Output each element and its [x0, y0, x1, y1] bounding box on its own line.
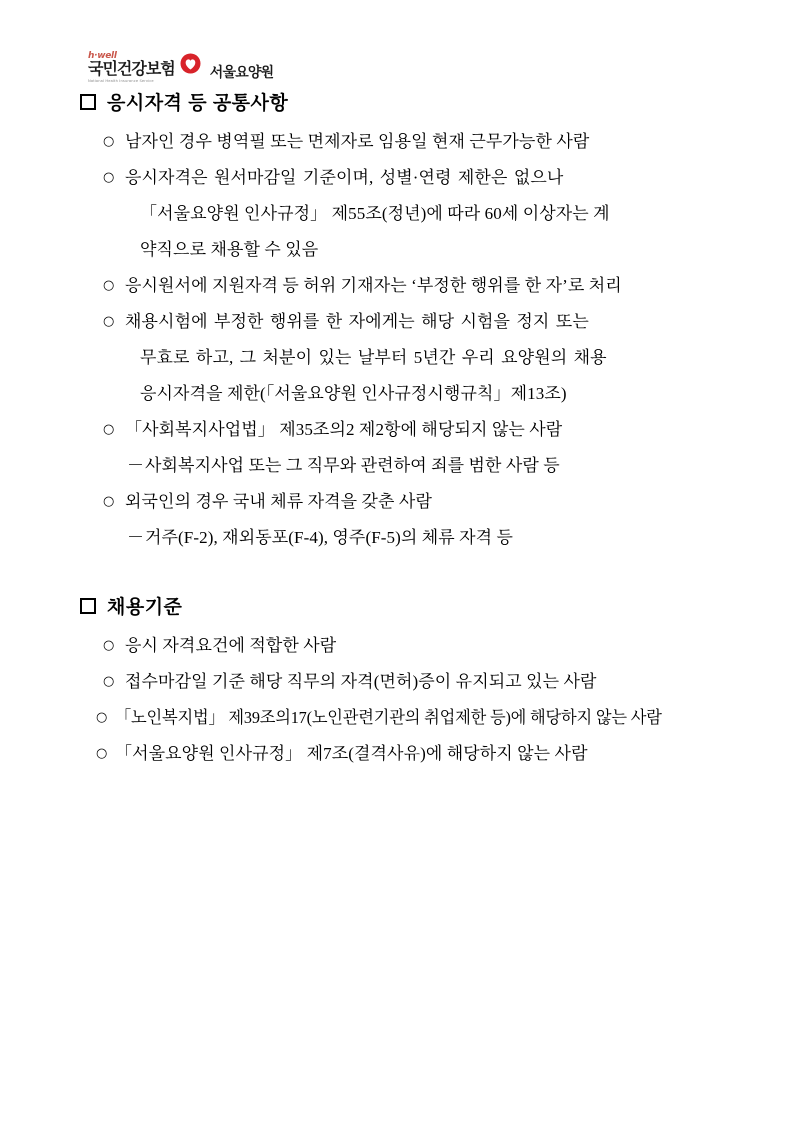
list-item-body — [125, 628, 793, 664]
section-heading — [80, 592, 793, 619]
list-item-body — [125, 412, 793, 448]
bullet-circle-icon: ○ — [96, 746, 108, 761]
section-hiring-criteria — [0, 592, 793, 772]
list-item-line: 외국인의 경우 국내 체류 자격을 갖춘 사람 — [125, 492, 432, 511]
bullet-circle-icon: ○ — [96, 710, 108, 725]
bullet-circle-icon: ○ — [103, 494, 115, 509]
bullet-circle-icon: ○ — [103, 422, 115, 437]
list-item-body — [115, 736, 793, 772]
list-item — [103, 664, 793, 700]
list-item-line: 접수마감일 기준 해당 직무의 자격(면허)증이 유지되고 있는 사람 — [125, 672, 597, 691]
bullet-dash-icon: － — [127, 528, 144, 547]
sub-list-item-body — [145, 448, 793, 484]
list-item-body — [125, 304, 793, 412]
list-item-line: 무효로 하고, 그 처분이 있는 날부터 5년간 우리 요양원의 채용 — [140, 348, 607, 367]
section-heading-text: 채용기준 — [107, 597, 183, 618]
section-item-list — [0, 628, 793, 772]
list-item — [103, 304, 793, 412]
heart-circle-icon — [180, 53, 201, 74]
sub-list-item — [115, 520, 793, 556]
section-heading-text: 응시자격 등 공통사항 — [107, 93, 289, 114]
list-item-body — [125, 484, 793, 520]
list-item-body — [125, 268, 793, 304]
list-item — [96, 700, 793, 736]
list-item-line: 사회복지사업 또는 그 직무와 관련하여 죄를 범한 사람 등 — [145, 456, 560, 475]
bullet-circle-icon: ○ — [103, 278, 115, 293]
list-item-body — [115, 700, 793, 736]
list-item-line: 응시 자격요건에 적합한 사람 — [125, 636, 337, 655]
bullet-circle-icon: ○ — [103, 674, 115, 689]
logo-hwell-text: h·well — [88, 50, 117, 61]
list-item-line: 채용시험에 부정한 행위를 한 자에게는 해당 시험을 정지 또는 — [125, 312, 589, 331]
list-item — [103, 628, 793, 664]
list-item-body — [125, 124, 793, 160]
list-item — [103, 484, 793, 520]
section-heading — [80, 88, 793, 115]
sub-list-item-body — [145, 520, 793, 556]
square-outline-bullet-icon — [80, 598, 96, 614]
square-outline-bullet-icon — [80, 94, 96, 110]
list-item-line: 「노인복지법」 제39조의17(노인관련기관의 취업제한 등)에 해당하지 않는 사람 — [115, 708, 662, 727]
list-item-line: 응시원서에 지원자격 등 허위 기재자는 ‘부정한 행위를 한 자’로 처리 — [125, 276, 622, 295]
list-item-line: 남자인 경우 병역필 또는 면제자로 임용일 현재 근무가능한 사람 — [125, 132, 590, 151]
bullet-circle-icon: ○ — [103, 134, 115, 149]
list-item — [103, 412, 793, 448]
bullet-circle-icon: ○ — [103, 170, 115, 185]
list-item-line: 「서울요양원 인사규정」 제7조(결격사유)에 해당하지 않는 사람 — [115, 744, 588, 763]
list-item-line: 「사회복지사업법」 제35조의2 제2항에 해당되지 않는 사람 — [125, 420, 563, 439]
organization-logo — [88, 44, 273, 84]
list-item-body — [125, 664, 793, 700]
bullet-circle-icon: ○ — [103, 314, 115, 329]
logo-partner-name: 서울요양원 — [209, 64, 274, 80]
bullet-circle-icon: ○ — [103, 638, 115, 653]
section-item-list — [0, 124, 793, 556]
list-item — [96, 736, 793, 772]
list-item-line: 응시자격은 원서마감일 기준이며, 성별·연령 제한은 없으나 — [125, 168, 564, 187]
list-item-line: 「서울요양원 인사규정」 제55조(정년)에 따라 60세 이상자는 계 — [140, 204, 610, 223]
list-item — [103, 268, 793, 304]
logo-primary-mark — [88, 52, 175, 84]
list-item — [103, 124, 793, 160]
logo-english-name: National Health Insurance Service — [88, 79, 154, 84]
bullet-dash-icon: － — [127, 456, 144, 475]
list-item-line: 거주(F-2), 재외동포(F-4), 영주(F-5)의 체류 자격 등 — [145, 528, 514, 547]
sub-list-item — [115, 448, 793, 484]
list-item-line: 약직으로 채용할 수 있음 — [140, 240, 319, 259]
list-item-body — [125, 160, 793, 268]
section-eligibility — [0, 88, 793, 556]
list-item — [103, 160, 793, 268]
logo-korean-name: 국민건강보험 — [88, 60, 175, 78]
list-item-line: 응시자격을 제한(「서울요양원 인사규정시행규칙」제13조) — [140, 384, 567, 403]
